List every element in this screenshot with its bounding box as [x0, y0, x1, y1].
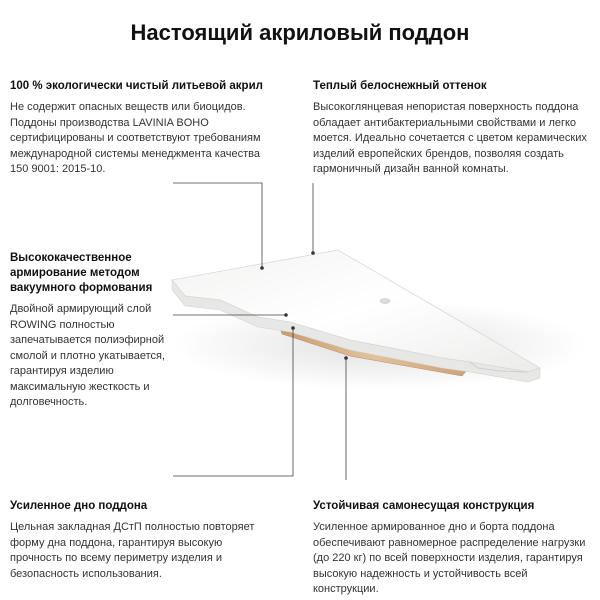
- callout-dot-middle-left: [284, 313, 288, 317]
- feature-self-supporting: [313, 499, 595, 598]
- feature-reinforced-bottom-heading: Усиленное дно поддона: [10, 500, 148, 512]
- page-title: Настоящий акриловый поддон: [130, 20, 470, 45]
- feature-white-shade-heading: Теплый белоснежный оттенок: [313, 80, 487, 92]
- feature-reinforced-bottom: [10, 499, 260, 582]
- feature-acrylic: [10, 79, 280, 178]
- feature-acrylic-text: Не содержит опасных веществ или биоцидов. Поддоны производства LAVINIA BOHO сертифицированы и соответствуют требованиям международной системы менеджмента качества 150 9001: 2015-10.: [10, 101, 261, 175]
- feature-self-supporting-heading: Устойчивая самонесущая конструкция: [313, 500, 535, 512]
- feature-reinforcement-heading: Высококачественное армирование методом вакуумного формования: [10, 252, 153, 294]
- drain-hole: [380, 299, 390, 304]
- feature-acrylic-heading: 100 % экологически чистый литьевой акрил: [10, 80, 263, 92]
- callout-dot-top-left: [260, 266, 264, 270]
- callout-dot-bottom-left: [291, 326, 295, 330]
- callout-line-top-left: [173, 183, 262, 268]
- feature-reinforcement: [10, 251, 180, 411]
- feature-self-supporting-text: Усиленное армированное дно и борта поддона обеспечивают равномерное распределение нагрузки (до 220 кг) по всей поверхности изделия, гарантируя высокую надежность и устойчивость всей конструкции.: [313, 521, 586, 595]
- callout-dot-bottom-right: [344, 356, 348, 360]
- feature-white-shade-text: Высокоглянцевая непористая поверхность поддона обладает антибактериальными свойствами и легко моется. Идеально сочетается с цветом керамических изделий европейских брендов, позволяя создать гармоничный дизайн ванной комнаты.: [313, 101, 587, 175]
- callout-dot-top-right: [311, 251, 315, 255]
- feature-reinforcement-text: Двойной армирующий слой ROWING полностью запечатывается полиэфирной смолой и плотно укатывается, гарантируя изделию максимальную жесткость и долговечность.: [10, 303, 166, 408]
- feature-reinforced-bottom-text: Цельная закладная ДСтП полностью повторяет форму дна поддона, гарантируя высокую прочность по всему периметру изделия и безопасность использования.: [10, 521, 255, 580]
- feature-white-shade: [313, 79, 595, 178]
